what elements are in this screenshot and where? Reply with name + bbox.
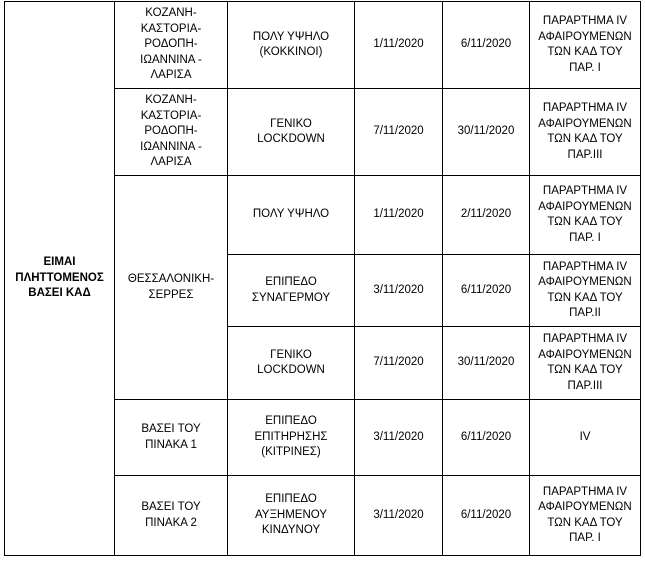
level-cell: ΕΠΙΠΕΔΟ ΣΥΝΑΓΕΡΜΟΥ [228,255,355,327]
start-date-cell: 3/11/2020 [355,400,443,476]
start-date-cell: 3/11/2020 [355,476,443,556]
annex-cell: ΠΑΡΑΡΤΗΜΑ IV ΑΦΑΙΡΟΥΜΕΝΩΝ ΤΩΝ ΚΑΔ ΤΟΥ ΠΑΡ. Ι [530,476,641,556]
end-date-cell: 6/11/2020 [443,400,530,476]
annex-cell: ΠΑΡΑΡΤΗΜΑ IV ΑΦΑΙΡΟΥΜΕΝΩΝ ΤΩΝ ΚΑΔ ΤΟΥ ΠΑΡ. Ι [530,176,641,255]
level-cell: ΠΟΛΥ ΥΨΗΛΟ [228,176,355,255]
end-date-cell: 6/11/2020 [443,476,530,556]
region-cell: ΚΟΖΑΝΗ- ΚΑΣΤΟΡΙΑ- ΡΟΔΟΠΗ- ΙΩΑΝΝΙΝΑ - ΛΑΡΙΣΑ [115,2,228,89]
region-cell: ΘΕΣΣΑΛΟΝΙΚΗ- ΣΕΡΡΕΣ [115,176,228,400]
start-date-cell: 7/11/2020 [355,89,443,176]
annex-cell: ΠΑΡΑΡΤΗΜΑ IV ΑΦΑΙΡΟΥΜΕΝΩΝ ΤΩΝ ΚΑΔ ΤΟΥ ΠΑΡ.ΙΙΙ [530,89,641,176]
annex-cell: IV [530,400,641,476]
level-cell: ΓΕΝΙΚΟ LOCKDOWN [228,327,355,400]
end-date-cell: 30/11/2020 [443,327,530,400]
end-date-cell: 6/11/2020 [443,255,530,327]
table-row [5,2,641,89]
start-date-cell: 3/11/2020 [355,255,443,327]
level-cell: ΕΠΙΠΕΔΟ ΑΥΞΗΜΕΝΟΥ ΚΙΝΔΥΝΟΥ [228,476,355,556]
level-cell: ΓΕΝΙΚΟ LOCKDOWN [228,89,355,176]
start-date-cell: 1/11/2020 [355,2,443,89]
region-cell: ΒΑΣΕΙ ΤΟΥ ΠΙΝΑΚΑ 2 [115,476,228,556]
end-date-cell: 6/11/2020 [443,2,530,89]
region-cell: ΒΑΣΕΙ ΤΟΥ ΠΙΝΑΚΑ 1 [115,400,228,476]
region-cell: ΚΟΖΑΝΗ- ΚΑΣΤΟΡΙΑ- ΡΟΔΟΠΗ- ΙΩΑΝΝΙΝΑ - ΛΑΡΙΣΑ [115,89,228,176]
measures-table [4,1,641,556]
start-date-cell: 7/11/2020 [355,327,443,400]
level-cell: ΕΠΙΠΕΔΟ ΕΠΙΤΗΡΗΣΗΣ (ΚΙΤΡΙΝΕΣ) [228,400,355,476]
affected-by-kad-cell: ΕΙΜΑΙ ΠΛΗΤΤΟΜΕΝΟΣ ΒΑΣΕΙ ΚΑΔ [5,2,115,556]
end-date-cell: 2/11/2020 [443,176,530,255]
annex-cell: ΠΑΡΑΡΤΗΜΑ IV ΑΦΑΙΡΟΥΜΕΝΩΝ ΤΩΝ ΚΑΔ ΤΟΥ ΠΑΡ.ΙΙ [530,255,641,327]
end-date-cell: 30/11/2020 [443,89,530,176]
annex-cell: ΠΑΡΑΡΤΗΜΑ IV ΑΦΑΙΡΟΥΜΕΝΩΝ ΤΩΝ ΚΑΔ ΤΟΥ ΠΑΡ.ΙΙΙ [530,327,641,400]
level-cell: ΠΟΛΥ ΥΨΗΛΟ (ΚΟΚΚΙΝΟΙ) [228,2,355,89]
start-date-cell: 1/11/2020 [355,176,443,255]
annex-cell: ΠΑΡΑΡΤΗΜΑ IV ΑΦΑΙΡΟΥΜΕΝΩΝ ΤΩΝ ΚΑΔ ΤΟΥ ΠΑΡ. Ι [530,2,641,89]
